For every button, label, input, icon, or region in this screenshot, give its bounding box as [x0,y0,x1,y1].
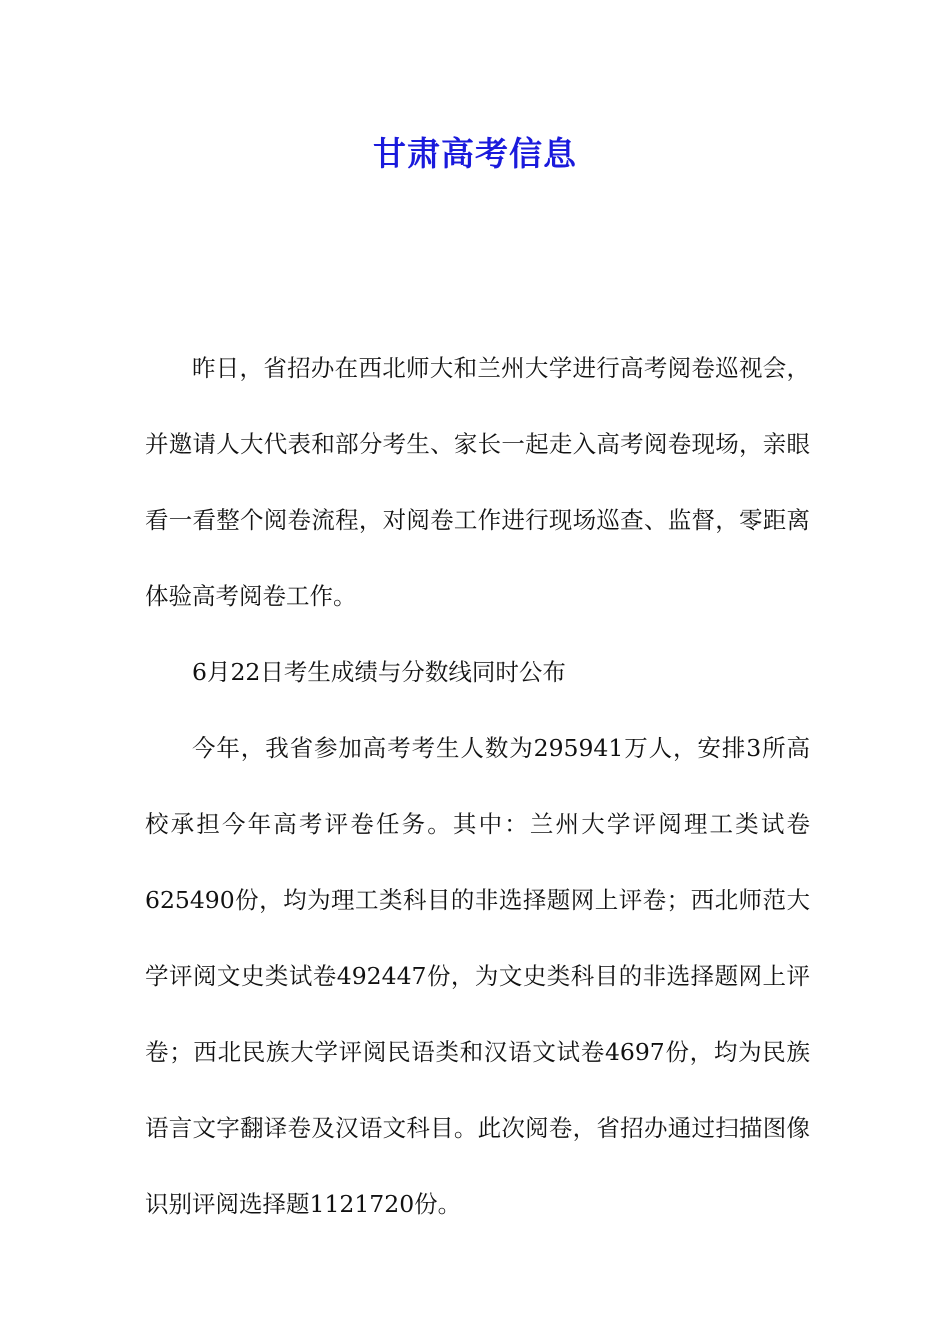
paragraph-inspection: 昨日，省招办在西北师大和兰州大学进行高考阅卷巡视会，并邀请人大代表和部分考生、家长一起走入高考阅卷现场，亲眼看一看整个阅卷流程，对阅卷工作进行现场巡查、监督，零距离体验高考阅卷工作。 [145,354,810,610]
document-body [145,330,810,1242]
document-title: 甘肃高考信息 [373,134,577,173]
paragraph-score-release: 6月22日考生成绩与分数线同时公布 [192,658,566,686]
paragraph-exam-statistics: 今年，我省参加高考考生人数为295941万人，安排3所高校承担今年高考评卷任务。其中：兰州大学评阅理工类试卷625490份，均为理工类科目的非选择题网上评卷；西北师范大学评阅文史类试卷492447份，为文史类科目的非选择题网上评卷；西北民族大学评阅民语类和汉语文试卷4697份，均为民族语言文字翻译卷及汉语文科目。此次阅卷，省招办通过扫描图像识别评阅选择题1121720份。 [145,734,810,1218]
